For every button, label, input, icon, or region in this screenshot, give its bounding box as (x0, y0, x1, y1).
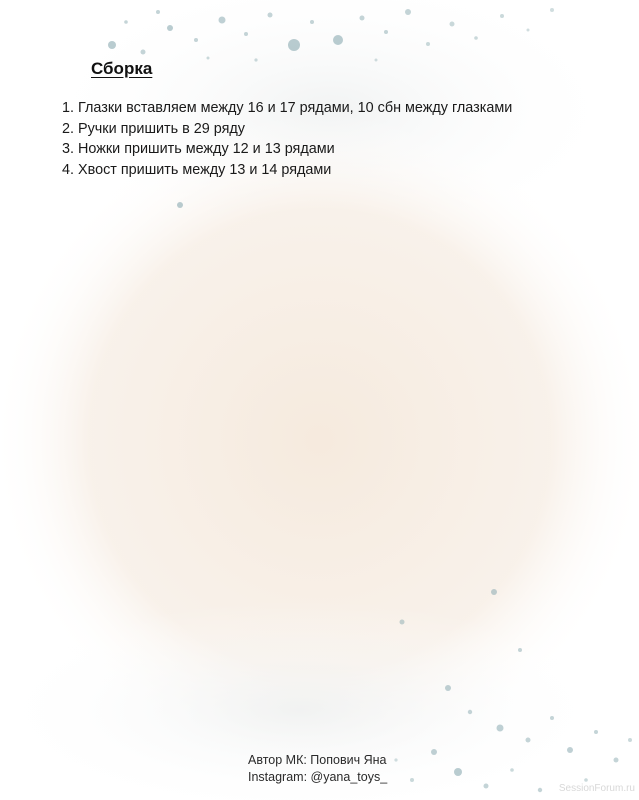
list-item: 3. Ножки пришить между 12 и 13 рядами (62, 141, 335, 157)
author-footer (248, 752, 387, 786)
list-item: 2. Ручки пришить в 29 ряду (62, 120, 246, 137)
list-item: 1. Глазки вставляем между 16 и 17 рядами, 10 сбн между глазками (62, 100, 513, 116)
author-credit: Автор МК: Попович Яна (248, 753, 387, 767)
page-title: Сборка (91, 59, 153, 78)
list-item: 4. Хвост пришить между 13 и 14 рядами (62, 161, 332, 178)
site-watermark: SessionForum.ru (558, 783, 635, 794)
instagram-handle: Instagram: @yana_toys_ (248, 770, 388, 784)
assembly-steps-list (62, 98, 512, 180)
